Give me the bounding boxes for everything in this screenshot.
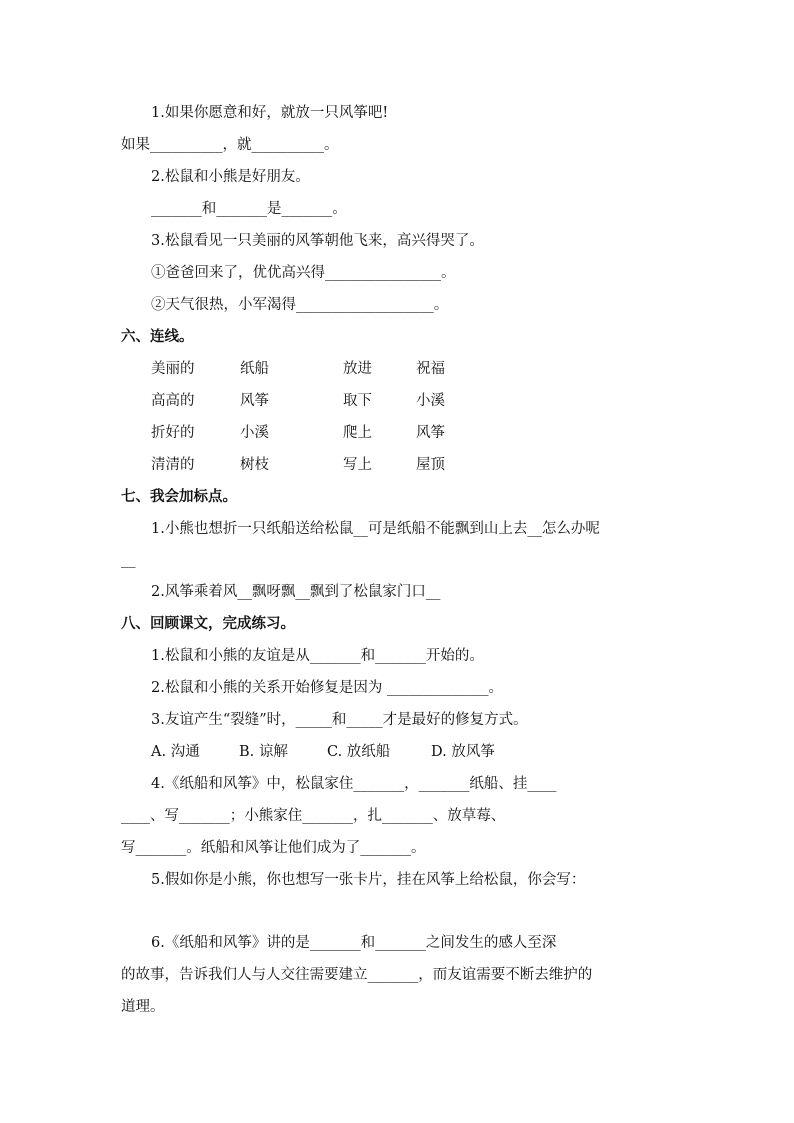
section7-heading: 七、我会加标点。	[121, 488, 237, 505]
option-d: D. 放风筝	[431, 744, 495, 760]
match-col4-item: 风筝	[416, 425, 445, 441]
s5-q1-fill: 如果__________，就__________。	[121, 137, 339, 153]
s8-q4-line1: 4.《纸船和风筝》中，松鼠家住_______，_______纸船、挂____	[151, 776, 557, 792]
option-c: C. 放纸船	[327, 744, 391, 760]
s5-q3-b: ②天气很热，小军渴得___________________。	[151, 297, 449, 313]
match-col3-item: 爬上	[343, 425, 372, 441]
s8-q6-line1: 6.《纸船和风筝》讲的是_______和_______之间发生的感人至深	[151, 935, 557, 951]
match-col4-item: 祝福	[416, 361, 445, 377]
s8-q6-line2: 的故事，告诉我们人与人交往需要建立_______，而友谊需要不断去维护的	[121, 967, 593, 983]
section6-heading: 六、连线。	[121, 328, 194, 345]
section8-heading: 八、回顾课文，完成练习。	[121, 615, 295, 632]
match-col1-item: 美丽的	[151, 361, 195, 377]
match-col3-item: 放进	[343, 361, 372, 377]
match-col1-item: 折好的	[151, 425, 195, 441]
s5-q3: 3.松鼠看见一只美丽的风筝朝他飞来，高兴得哭了。	[151, 233, 484, 249]
s5-q1: 1.如果你愿意和好，就放一只风筝吧!	[151, 105, 389, 121]
s8-q5: 5.假如你是小熊，你也想写一张卡片，挂在风筝上给松鼠，你会写：	[151, 872, 586, 888]
s7-q2: 2.风筝乘着风__飘呀飘__飘到了松鼠家门口__	[151, 584, 441, 600]
s7-q1-line2: __	[121, 552, 136, 568]
s5-q3-a: ①爸爸回来了，优优高兴得________________。	[151, 265, 456, 281]
s5-q2: 2.松鼠和小熊是好朋友。	[151, 169, 310, 185]
s8-q1: 1.松鼠和小熊的友谊是从_______和_______开始的。	[151, 648, 484, 664]
match-col3-item: 写上	[343, 457, 372, 473]
s8-q6-line3: 道理。	[121, 999, 165, 1015]
option-b: B. 谅解	[239, 744, 288, 760]
match-col2-item: 树枝	[240, 457, 269, 473]
s7-q1-line1: 1.小熊也想折一只纸船送给松鼠__可是纸船不能飘到山上去__怎么办呢	[151, 521, 600, 537]
match-col2-item: 小溪	[240, 425, 269, 441]
s8-q4-line3: 写_______。纸船和风筝让他们成为了_______。	[121, 840, 426, 856]
match-col2-item: 风筝	[240, 393, 269, 409]
match-col3-item: 取下	[343, 393, 372, 409]
option-a: A. 沟通	[151, 744, 200, 760]
match-col4-item: 小溪	[416, 393, 445, 409]
s5-q2-fill: _______和_______是_______。	[151, 201, 347, 217]
s8-q4-line2: ____、写_______；小熊家住_______，扎_______、放草莓、	[121, 808, 506, 824]
match-col2-item: 纸船	[240, 361, 269, 377]
s8-q3: 3.友谊产生“裂缝”时，_____和_____才是最好的修复方式。	[151, 712, 528, 728]
match-col1-item: 高高的	[151, 393, 195, 409]
match-col4-item: 屋顶	[416, 457, 445, 473]
s8-q2: 2.松鼠和小熊的关系开始修复是因为 ______________。	[151, 680, 503, 696]
match-col1-item: 清清的	[151, 457, 195, 473]
